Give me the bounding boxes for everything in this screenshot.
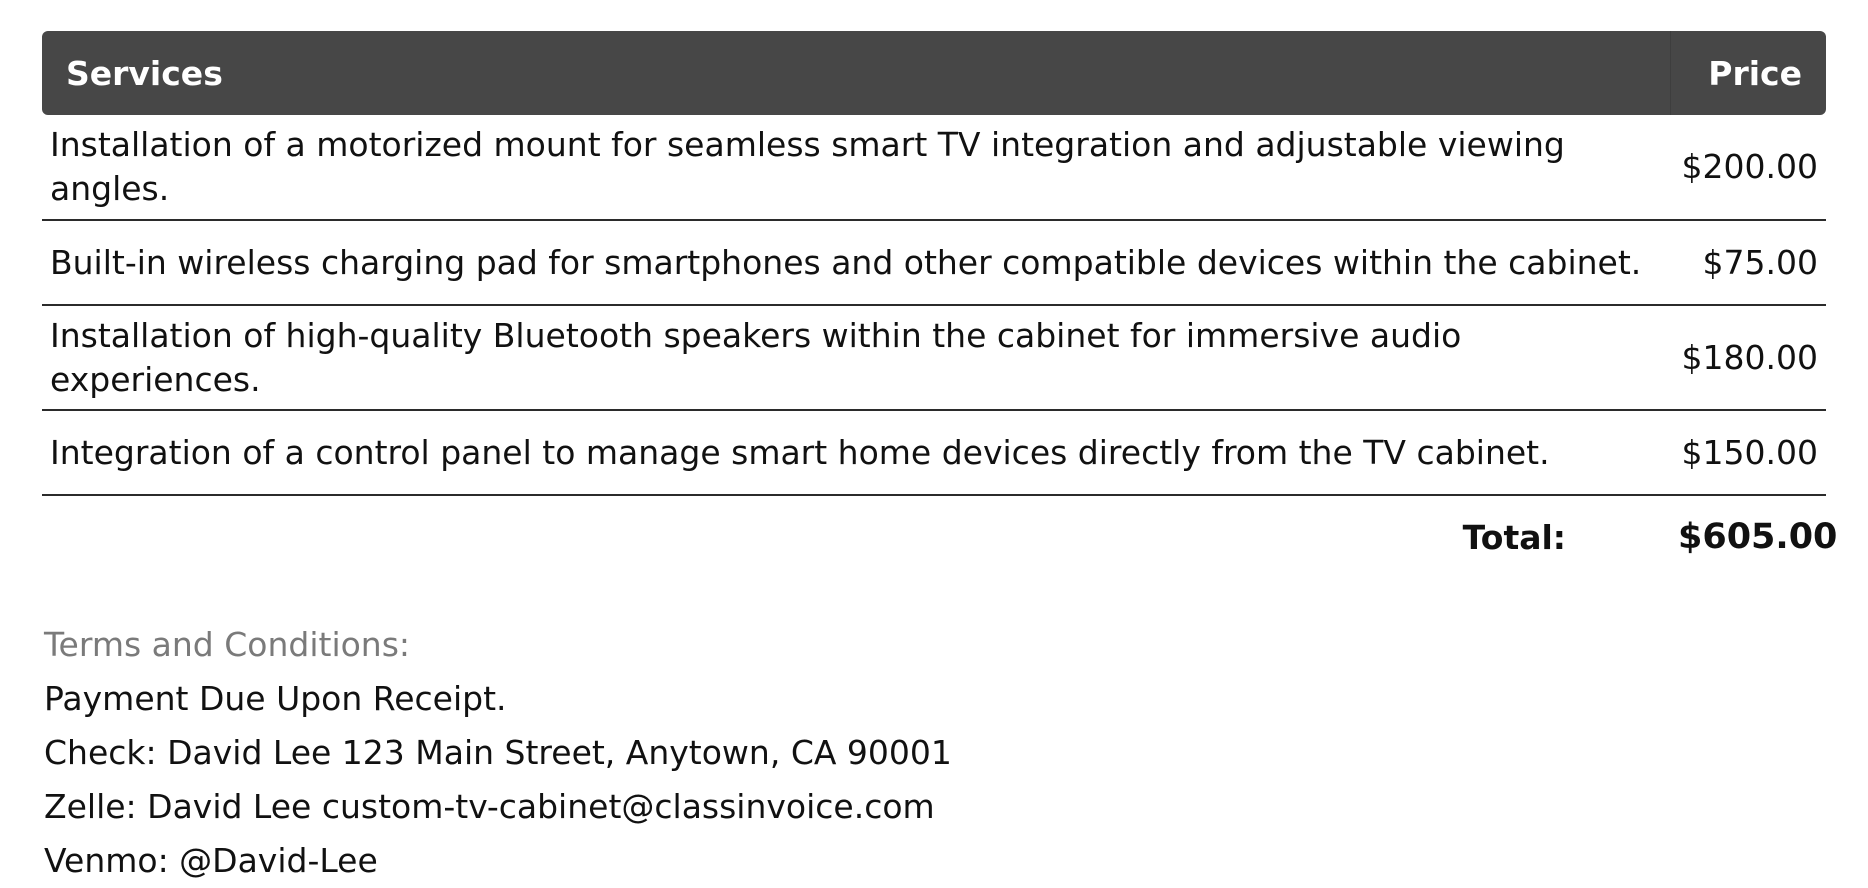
service-price: $200.00	[1670, 115, 1826, 220]
service-price: $75.00	[1670, 220, 1826, 305]
table-row	[42, 220, 1826, 305]
terms-title: Terms and Conditions:	[44, 625, 411, 664]
terms-section	[44, 618, 1444, 888]
total-label: Total:	[1462, 517, 1566, 557]
service-description: Built-in wireless charging pad for smartphones and other compatible devices within the cabinet.	[42, 220, 1670, 305]
services-table	[42, 31, 1838, 578]
service-price: $180.00	[1670, 305, 1826, 410]
table-row	[42, 115, 1826, 220]
check-payment-line: Check: David Lee 123 Main Street, Anytown, CA 90001	[44, 733, 952, 772]
services-column-header: Services	[42, 31, 1670, 115]
venmo-payment-line: Venmo: @David-Lee	[44, 841, 378, 880]
price-column-header: Price	[1670, 31, 1826, 115]
service-description: Installation of a motorized mount for seamless smart TV integration and adjustable viewing angles.	[42, 115, 1670, 220]
service-description: Integration of a control panel to manage smart home devices directly from the TV cabinet.	[42, 410, 1670, 495]
table-row	[42, 410, 1826, 495]
service-description: Installation of high-quality Bluetooth speakers within the cabinet for immersive audio experiences.	[42, 305, 1670, 410]
zelle-payment-line: Zelle: David Lee custom-tv-cabinet@classinvoice.com	[44, 787, 935, 826]
service-price: $150.00	[1670, 410, 1826, 495]
total-row	[42, 495, 1826, 578]
total-value: $605.00	[1678, 517, 1838, 557]
payment-due-line: Payment Due Upon Receipt.	[44, 679, 507, 718]
table-header-row	[42, 31, 1826, 115]
table-row	[42, 305, 1826, 410]
